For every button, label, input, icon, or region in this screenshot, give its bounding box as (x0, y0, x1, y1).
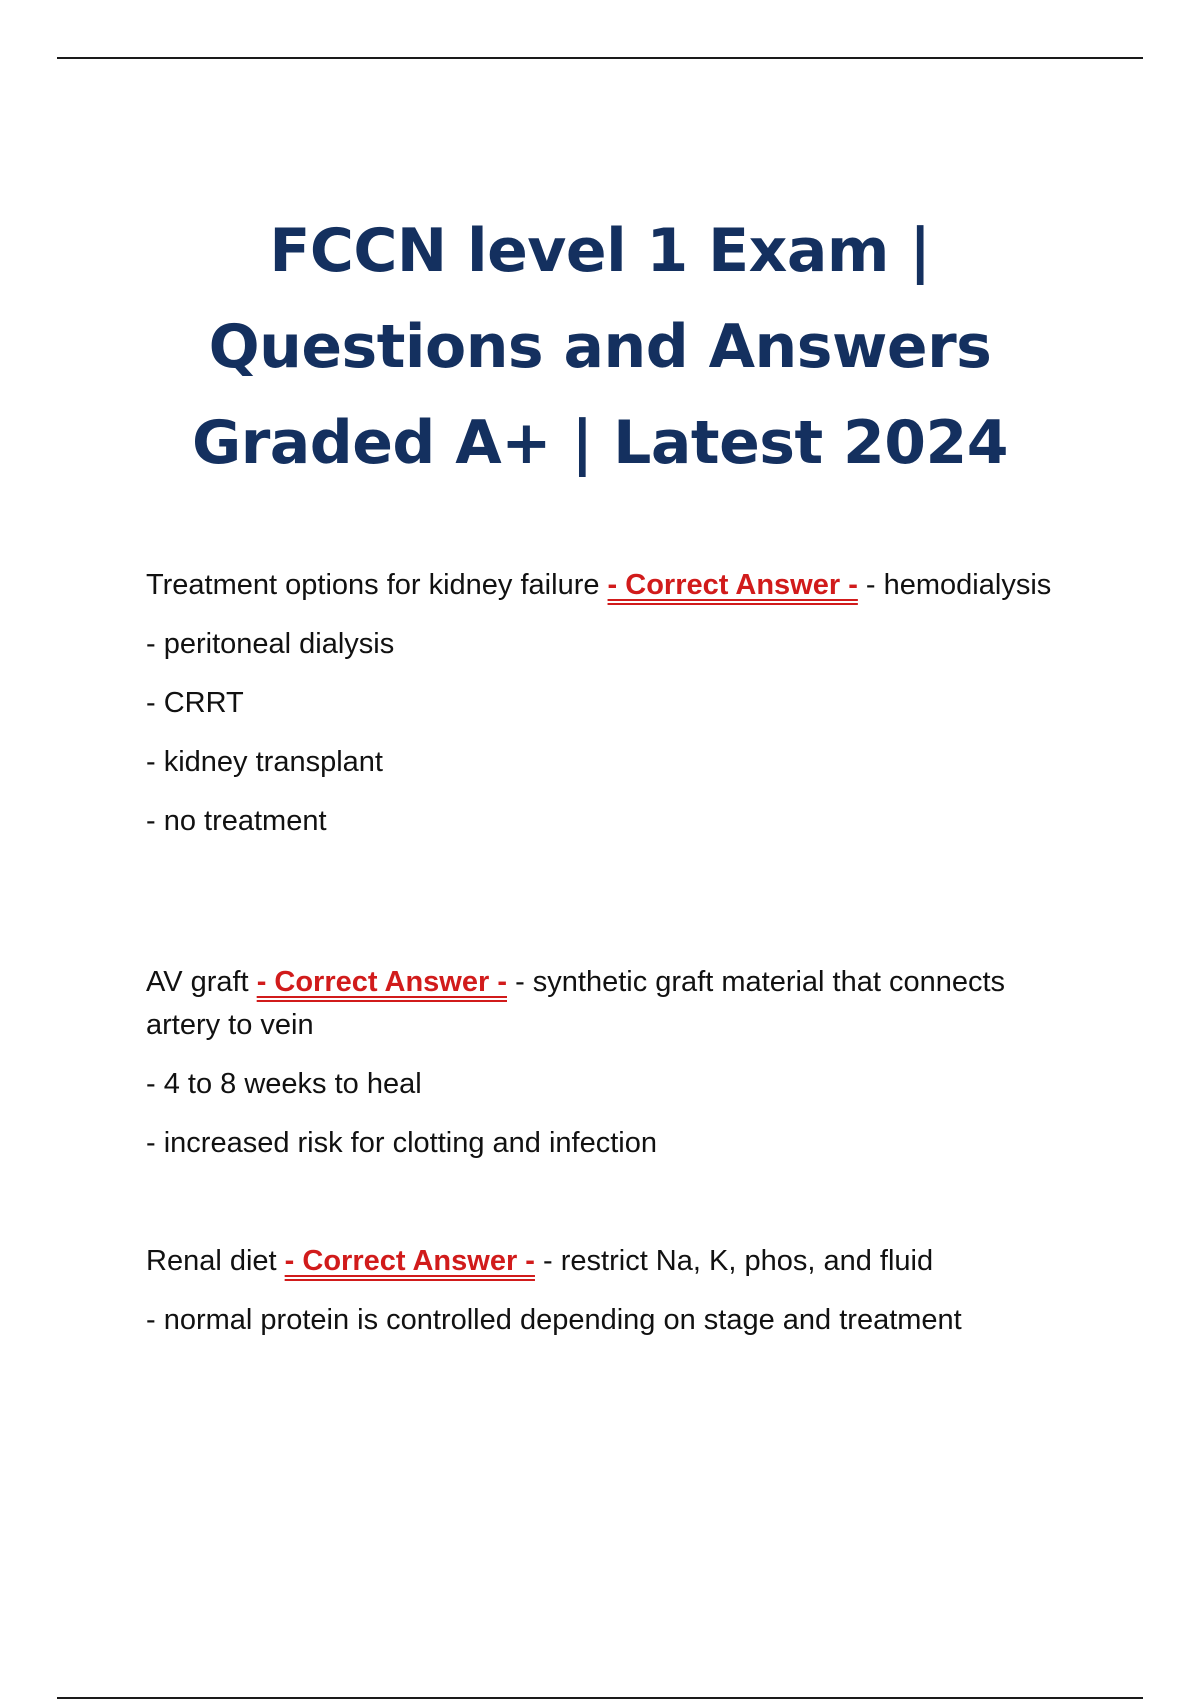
question-line (146, 1240, 1076, 1283)
correct-answer-marker: - Correct Answer - (284, 1245, 535, 1277)
question-line (146, 961, 1076, 1047)
answer-bullet: - increased risk for clotting and infection (146, 1127, 657, 1159)
answer-bullet: - kidney transplant (146, 746, 383, 778)
document-title: FCCN level 1 Exam | Questions and Answers Graded A+ | Latest 2024 (191, 216, 1009, 478)
correct-answer-marker: - Correct Answer - (607, 569, 858, 601)
question-term: Renal diet (146, 1245, 277, 1277)
question-term: AV graft (146, 966, 249, 998)
answer-text: - hemodialysis (865, 569, 1052, 601)
answer-bullet: - CRRT (146, 687, 244, 719)
question-term: Treatment options for kidney failure (146, 569, 600, 601)
qa-item-treatment-options (146, 564, 1076, 843)
answer-bullet: - normal protein is controlled depending on stage and treatment (146, 1304, 962, 1336)
answer-bullet: - 4 to 8 weeks to heal (146, 1068, 422, 1100)
correct-answer-marker: - Correct Answer - (256, 966, 507, 998)
answer-text: - synthetic graft material that connects artery to vein (146, 966, 1006, 1041)
answer-bullet: - no treatment (146, 805, 327, 837)
answer-bullet: - peritoneal dialysis (146, 628, 395, 660)
question-line (146, 564, 1076, 607)
qa-item-renal-diet (146, 1240, 1076, 1342)
qa-item-av-graft (146, 961, 1076, 1165)
answer-text: - restrict Na, K, phos, and fluid (543, 1245, 934, 1277)
bottom-divider (57, 1697, 1143, 1699)
top-divider (57, 57, 1143, 59)
